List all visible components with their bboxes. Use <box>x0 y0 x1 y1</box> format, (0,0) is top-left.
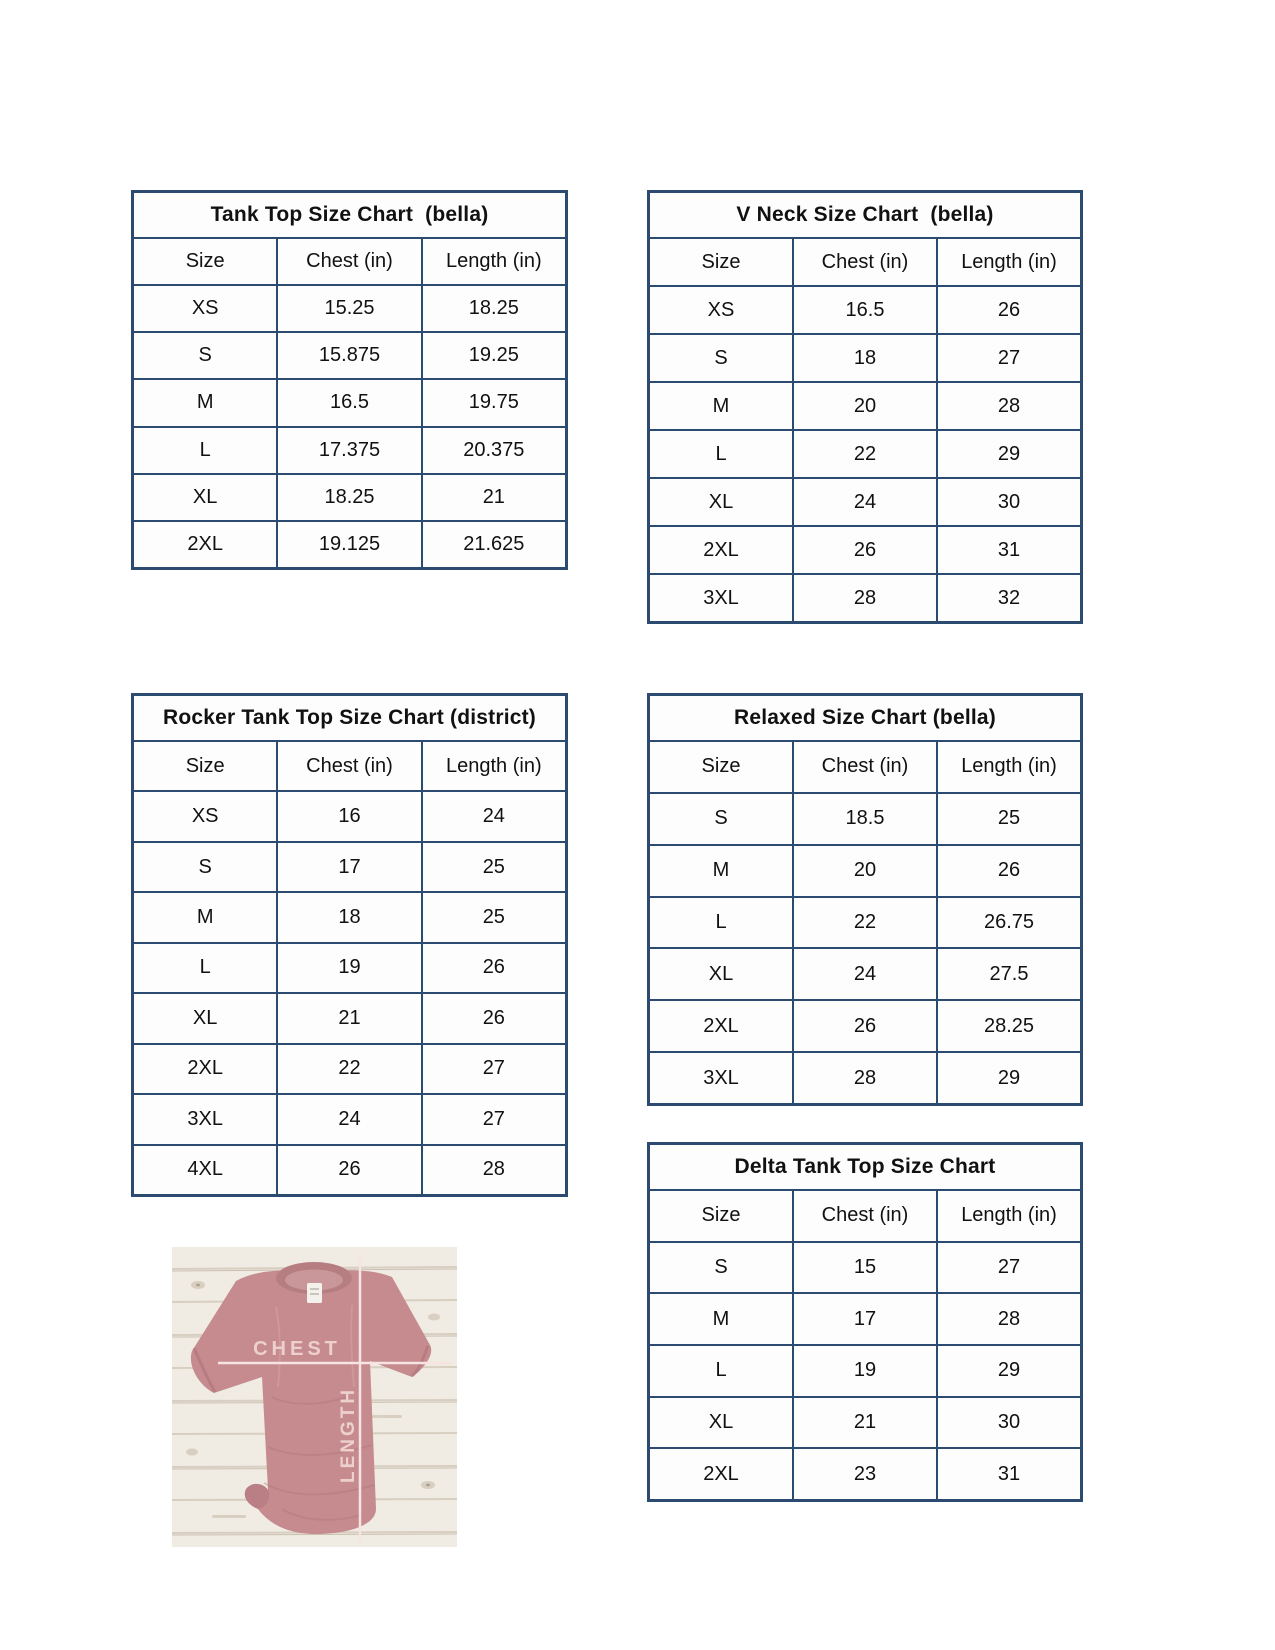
table-cell: 26 <box>421 994 565 1042</box>
table-cell: 20 <box>792 846 936 896</box>
table-title: Relaxed Size Chart (bella) <box>734 706 996 729</box>
table-row <box>134 790 565 840</box>
table-cell: 15.25 <box>276 286 420 331</box>
table-cell: 17 <box>276 843 420 891</box>
table-row <box>134 1093 565 1143</box>
table-cell: 23 <box>792 1449 936 1499</box>
table-cell: 19.75 <box>421 380 565 425</box>
table-row <box>134 473 565 520</box>
table-row <box>650 573 1080 621</box>
table-cell: S <box>714 807 728 830</box>
table-row <box>650 285 1080 333</box>
table-cell: 28.25 <box>936 1001 1080 1051</box>
table-cell: M <box>196 906 214 929</box>
header-row <box>134 740 565 790</box>
table-cell: 28 <box>936 383 1080 429</box>
table-row <box>650 333 1080 381</box>
table-cell: 28 <box>421 1146 565 1194</box>
table-relaxed <box>647 693 1083 1106</box>
table-cell: 19.25 <box>421 333 565 378</box>
table-row <box>650 896 1080 948</box>
table-row <box>134 426 565 473</box>
header-cell: Chest (in) <box>792 1191 936 1241</box>
table-cell: XL <box>192 485 218 508</box>
table-cell: 28 <box>792 575 936 621</box>
table-cell: 28 <box>936 1294 1080 1344</box>
table-row <box>134 942 565 992</box>
table-row <box>650 477 1080 525</box>
product-photo <box>172 1247 457 1547</box>
header-row <box>650 740 1080 792</box>
table-cell: 17 <box>792 1294 936 1344</box>
table-cell: 18.25 <box>421 286 565 331</box>
table-row <box>650 1292 1080 1344</box>
table-row <box>650 844 1080 896</box>
header-row <box>650 237 1080 285</box>
chest-label: CHEST <box>253 1338 341 1360</box>
table-row <box>650 429 1080 477</box>
table-row <box>134 841 565 891</box>
table-cell: 21 <box>792 1398 936 1448</box>
header-cell: Length (in) <box>936 742 1080 792</box>
table-cell: 21.625 <box>421 522 565 567</box>
table-cell: 31 <box>936 1449 1080 1499</box>
header-cell: Size <box>701 250 741 273</box>
table-cell: M <box>712 859 730 882</box>
table-cell: 24 <box>792 949 936 999</box>
table-cell: 22 <box>276 1045 420 1093</box>
table-row <box>650 1241 1080 1293</box>
table-cell: 3XL <box>703 1066 739 1089</box>
table-cell: S <box>714 346 728 369</box>
table-row <box>650 1396 1080 1448</box>
table-cell: XL <box>192 1006 218 1029</box>
table-row <box>650 999 1080 1051</box>
table-cell: 17.375 <box>276 428 420 473</box>
table-cell: 24 <box>792 479 936 525</box>
table-cell: 27 <box>936 335 1080 381</box>
table-cell: 21 <box>421 475 565 520</box>
table-cell: 2XL <box>703 1014 739 1037</box>
table-cell: 27 <box>421 1045 565 1093</box>
table-cell: 25 <box>421 843 565 891</box>
table-cell: 19 <box>792 1346 936 1396</box>
table-row <box>134 331 565 378</box>
table-cell: 27 <box>421 1095 565 1143</box>
header-cell: Chest (in) <box>792 742 936 792</box>
table-row <box>650 947 1080 999</box>
table-cell: 26 <box>276 1146 420 1194</box>
table-cell: 19.125 <box>276 522 420 567</box>
table-row <box>134 378 565 425</box>
table-cell: 29 <box>936 1346 1080 1396</box>
collar-tag <box>307 1283 322 1303</box>
table-cell: 18 <box>276 893 420 941</box>
table-cell: 2XL <box>187 1057 223 1080</box>
table-cell: 25 <box>936 794 1080 844</box>
table-row <box>134 284 565 331</box>
header-row <box>650 1189 1080 1241</box>
header-cell: Size <box>701 1204 741 1227</box>
table-tank-top <box>131 190 568 570</box>
table-cell: S <box>198 344 212 367</box>
table-cell: 30 <box>936 1398 1080 1448</box>
table-title: Rocker Tank Top Size Chart (district) <box>162 706 536 729</box>
table-cell: M <box>196 391 214 414</box>
table-row <box>134 520 565 567</box>
table-cell: 3XL <box>187 1107 223 1130</box>
table-cell: 20 <box>792 383 936 429</box>
table-cell: 29 <box>936 431 1080 477</box>
header-row <box>134 237 565 284</box>
table-cell: 31 <box>936 527 1080 573</box>
table-cell: M <box>712 1307 730 1330</box>
table-title: Delta Tank Top Size Chart <box>734 1155 996 1178</box>
table-row <box>650 381 1080 429</box>
table-cell: 15 <box>792 1243 936 1293</box>
table-cell: XS <box>191 805 219 828</box>
table-cell: 2XL <box>187 532 223 555</box>
table-cell: L <box>715 911 727 933</box>
table-cell: L <box>715 1359 727 1382</box>
table-cell: S <box>198 855 212 878</box>
table-row <box>134 1144 565 1194</box>
table-cell: 24 <box>421 792 565 840</box>
table-cell: 26 <box>792 1001 936 1051</box>
header-cell: Chest (in) <box>276 742 420 790</box>
table-cell: 22 <box>792 898 936 948</box>
table-cell: 16.5 <box>276 380 420 425</box>
table-cell: 29 <box>936 1053 1080 1103</box>
table-cell: 2XL <box>703 538 739 561</box>
table-cell: 28 <box>792 1053 936 1103</box>
table-cell: 32 <box>936 575 1080 621</box>
table-row <box>650 1344 1080 1396</box>
table-cell: L <box>715 442 727 465</box>
table-cell: XL <box>708 490 734 513</box>
table-cell: 16.5 <box>792 287 936 333</box>
table-row <box>650 792 1080 844</box>
table-row <box>650 1051 1080 1103</box>
header-cell: Length (in) <box>936 239 1080 285</box>
table-cell: 4XL <box>187 1158 223 1181</box>
table-cell: M <box>712 394 730 417</box>
header-cell: Length (in) <box>421 239 565 284</box>
table-row <box>134 891 565 941</box>
table-row <box>650 1447 1080 1499</box>
table-cell: 21 <box>276 994 420 1042</box>
table-cell: 25 <box>421 893 565 941</box>
header-cell: Size <box>701 755 741 778</box>
header-cell: Chest (in) <box>276 239 420 284</box>
table-cell: XS <box>707 298 735 321</box>
header-cell: Chest (in) <box>792 239 936 285</box>
table-cell: L <box>199 438 211 461</box>
table-cell: 26 <box>936 287 1080 333</box>
table-cell: L <box>199 956 211 979</box>
length-label: LENGTH <box>338 1386 359 1483</box>
table-v-neck <box>647 190 1083 624</box>
table-cell: 26.75 <box>936 898 1080 948</box>
header-cell: Length (in) <box>421 742 565 790</box>
table-cell: XL <box>708 1411 734 1434</box>
table-title: V Neck Size Chart (bella) <box>736 203 994 226</box>
table-cell: 15.875 <box>276 333 420 378</box>
table-cell: 16 <box>276 792 420 840</box>
table-cell: S <box>714 1256 728 1278</box>
header-cell: Size <box>185 754 225 777</box>
table-cell: 3XL <box>703 586 739 609</box>
table-cell: 2XL <box>703 1462 739 1485</box>
table-cell: 19 <box>276 944 420 992</box>
table-cell: 18.25 <box>276 475 420 520</box>
table-title: Tank Top Size Chart (bella) <box>210 203 489 226</box>
table-cell: 26 <box>936 846 1080 896</box>
table-row <box>134 992 565 1042</box>
table-cell: 26 <box>792 527 936 573</box>
table-cell: 18.5 <box>792 794 936 844</box>
table-row <box>650 525 1080 573</box>
table-cell: 26 <box>421 944 565 992</box>
table-cell: XS <box>191 297 219 320</box>
table-cell: 27.5 <box>936 949 1080 999</box>
table-cell: 20.375 <box>421 428 565 473</box>
table-row <box>134 1043 565 1093</box>
table-cell: 30 <box>936 479 1080 525</box>
table-cell: 24 <box>276 1095 420 1143</box>
table-cell: 18 <box>792 335 936 381</box>
table-cell: 27 <box>936 1243 1080 1293</box>
table-cell: XL <box>708 962 734 985</box>
header-cell: Length (in) <box>936 1191 1080 1241</box>
header-cell: Size <box>185 250 225 273</box>
table-cell: 22 <box>792 431 936 477</box>
table-rocker-tank-top <box>131 693 568 1197</box>
table-delta-tank-top <box>647 1142 1083 1502</box>
